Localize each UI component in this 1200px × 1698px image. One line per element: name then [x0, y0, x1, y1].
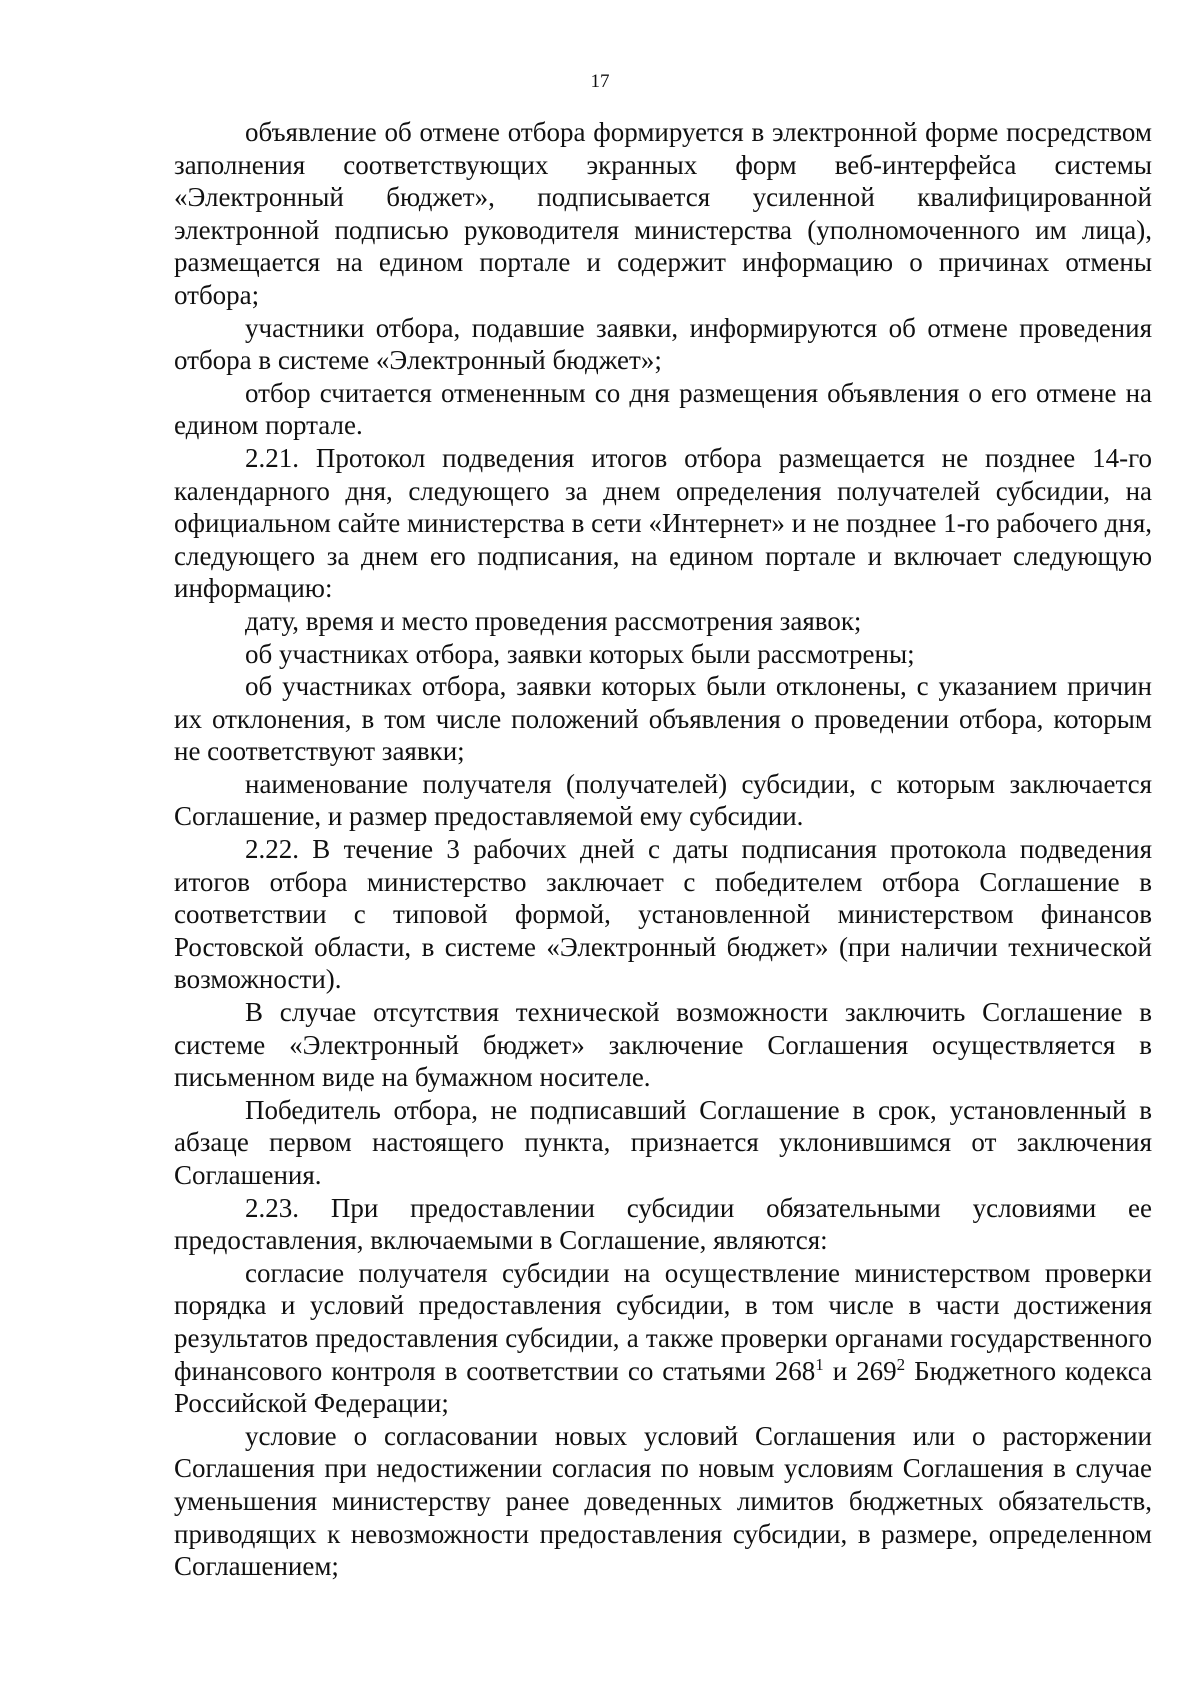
- article-268-superscript: 1: [815, 1354, 824, 1374]
- paragraph-2-22-agreement: 2.22. В течение 3 рабочих дней с даты подписания протокола подведения итогов отбора министерство заключает с победителем отбора Соглашение в соответствии с типовой формой, установленной министерством финансов Ростовской области, в системе «Электронный бюджет» (при наличии технической возможности).: [174, 834, 1152, 995]
- paragraph-cancellation-announcement: объявление об отмене отбора формируется в электронной форме посредством заполнения соответствующих экранных форм веб-интерфейса системы «Электронный бюджет», подписывается усиленной квалифицированной электронной подписью руководителя министерства (уполномоченного им лица), размещается на едином портале и содержит информацию о причинах отмены отбора;: [174, 117, 1152, 310]
- paragraph-selection-cancelled: отбор считается отмененным со дня размещения объявления о его отмене на едином портале.: [174, 377, 1152, 441]
- paragraph-recipient-name: наименование получателя (получателей) субсидии, с которым заключается Соглашение, и размер предоставляемой ему субсидии.: [174, 768, 1152, 832]
- paragraph-participants-informed: участники отбора, подавшие заявки, информируются об отмене проведения отбора в системе «Электронный бюджет»;: [174, 312, 1152, 376]
- paragraph-2-21-protocol: 2.21. Протокол подведения итогов отбора размещается не позднее 14-го календарного дня, следующего за днем определения получателей субсидии, на официальном сайте министерства в сети «Интернет» и не позднее 1-го рабочего дня, следующего за днем его подписания, на едином портале и включает следующую информацию:: [174, 442, 1152, 604]
- consent-text-part-3: Бюджетного кодекса Российской Федерации;: [174, 1355, 1152, 1419]
- paragraph-winner-evasion: Победитель отбора, не подписавший Соглашение в срок, установленный в абзаце первом настоящего пункта, признается уклонившимся от заключения Соглашения.: [174, 1094, 1152, 1190]
- article-269-superscript: 2: [896, 1354, 906, 1374]
- paragraph-date-time-place: дату, время и место проведения рассмотрения заявок;: [245, 605, 862, 636]
- paragraph-paper-agreement: В случае отсутствия технической возможности заключить Соглашение в системе «Электронный бюджет» заключение Соглашения осуществляется в письменном виде на бумажном носителе.: [174, 997, 1152, 1093]
- consent-text-part-1: согласие получателя субсидии на осуществление министерством проверки порядка и условий предоставления субсидии, в том числе в части достижения результатов предоставления субсидии, а также проверки органами государственного финансового контроля в соответствии со статьями 268: [174, 1257, 1152, 1386]
- document-body: [174, 116, 1152, 1583]
- paragraph-recipient-consent: [174, 1257, 1152, 1420]
- paragraph-2-23-conditions: 2.23. При предоставлении субсидии обязательными условиями ее предоставления, включаемыми в Соглашение, являются:: [174, 1192, 1152, 1256]
- consent-text-part-2: и 269: [823, 1355, 897, 1386]
- paragraph-rejected-participants: об участниках отбора, заявки которых были отклонены, с указанием причин их отклонения, в том числе положений объявления о проведении отбора, которым не соответствуют заявки;: [174, 671, 1152, 767]
- paragraph-considered-participants: об участниках отбора, заявки которых были рассмотрены;: [245, 638, 915, 669]
- paragraph-agreement-termination: условие о согласовании новых условий Соглашения или о расторжении Соглашения при недостижении согласия по новым условиям Соглашения в случае уменьшения министерству ранее доведенных лимитов бюджетных обязательств, приводящих к невозможности предоставления субсидии, в размере, определенном Соглашением;: [174, 1420, 1152, 1582]
- page-number: 17: [590, 71, 610, 92]
